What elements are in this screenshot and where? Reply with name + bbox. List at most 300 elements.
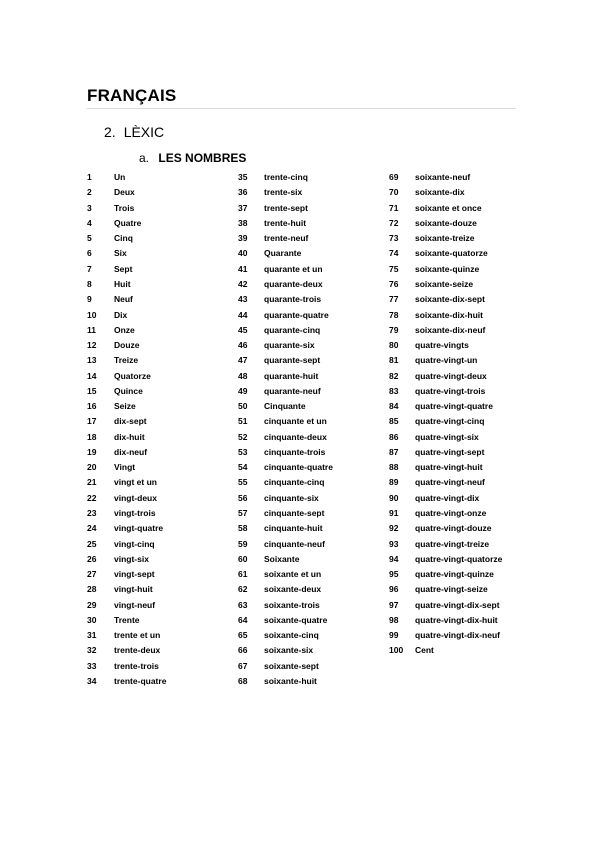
number-word: trente-deux — [114, 645, 161, 656]
number-digit: 94 — [389, 553, 399, 564]
number-digit: 20 — [87, 462, 97, 473]
number-row — [87, 643, 166, 658]
number-word: cinquante-huit — [264, 523, 323, 534]
number-row — [389, 566, 502, 581]
number-digit: 32 — [87, 645, 97, 656]
title-divider — [87, 108, 516, 109]
number-row — [389, 429, 502, 444]
number-row — [87, 246, 166, 261]
number-row — [389, 246, 502, 261]
number-word: soixante-neuf — [415, 172, 471, 183]
number-word: trente-sept — [264, 202, 308, 213]
number-digit: 58 — [238, 523, 248, 534]
number-row — [87, 398, 166, 413]
number-row — [238, 536, 333, 551]
number-digit: 87 — [389, 446, 399, 457]
number-row — [389, 185, 502, 200]
number-digit: 25 — [87, 538, 97, 549]
number-digit: 50 — [238, 401, 248, 412]
page-title: FRANÇAIS — [87, 86, 177, 105]
subsection-letter: a. — [139, 151, 150, 165]
number-row — [238, 292, 333, 307]
number-row — [389, 627, 502, 642]
number-digit: 78 — [389, 309, 399, 320]
number-row — [238, 597, 333, 612]
number-word: soixante-treize — [415, 233, 475, 244]
number-digit: 96 — [389, 584, 399, 595]
number-digit: 66 — [238, 645, 248, 656]
number-row — [389, 215, 502, 230]
number-digit: 31 — [87, 630, 97, 641]
number-word: Trois — [114, 202, 135, 213]
number-row — [389, 612, 502, 627]
number-word: Sept — [114, 263, 133, 274]
number-digit: 76 — [389, 278, 399, 289]
number-row — [87, 276, 166, 291]
number-word: Neuf — [114, 294, 133, 305]
number-row — [389, 307, 502, 322]
number-digit: 26 — [87, 553, 97, 564]
number-word: soixante-dix — [415, 187, 465, 198]
number-word: Treize — [114, 355, 139, 366]
number-row — [389, 398, 502, 413]
number-row — [87, 231, 166, 246]
number-column-1 — [87, 170, 166, 689]
number-row — [87, 353, 166, 368]
number-digit: 49 — [238, 385, 248, 396]
number-digit: 89 — [389, 477, 399, 488]
number-word: vingt-trois — [114, 507, 156, 518]
number-word: trente-six — [264, 187, 303, 198]
number-word: quatre-vingt-seize — [415, 584, 488, 595]
number-row — [238, 521, 333, 536]
number-digit: 47 — [238, 355, 248, 366]
number-digit: 15 — [87, 385, 97, 396]
number-digit: 8 — [87, 278, 92, 289]
number-word: quatre-vingt-neuf — [415, 477, 485, 488]
number-word: soixante-trois — [264, 599, 320, 610]
number-word: vingt-six — [114, 553, 149, 564]
number-digit: 7 — [87, 263, 92, 274]
number-digit: 80 — [389, 340, 399, 351]
number-digit: 23 — [87, 507, 97, 518]
number-row — [389, 475, 502, 490]
number-row — [389, 460, 502, 475]
number-word: soixante-huit — [264, 675, 317, 686]
number-digit: 40 — [238, 248, 248, 259]
number-digit: 19 — [87, 446, 97, 457]
number-row — [389, 551, 502, 566]
number-word: trente-huit — [264, 217, 307, 228]
number-word: quarante-deux — [264, 278, 323, 289]
number-digit: 60 — [238, 553, 248, 564]
number-row — [87, 673, 166, 688]
number-word: Un — [114, 172, 126, 183]
number-digit: 1 — [87, 172, 92, 183]
number-digit: 62 — [238, 584, 248, 595]
number-digit: 12 — [87, 340, 97, 351]
number-row — [238, 566, 333, 581]
number-word: quatre-vingt-douze — [415, 523, 492, 534]
number-word: quatre-vingt-sept — [415, 446, 485, 457]
number-column-2 — [238, 170, 333, 689]
number-row — [238, 505, 333, 520]
number-digit: 46 — [238, 340, 248, 351]
number-word: vingt-deux — [114, 492, 157, 503]
number-row — [238, 215, 333, 230]
number-row — [238, 276, 333, 291]
number-word: trente et un — [114, 630, 161, 641]
number-row — [238, 414, 333, 429]
number-word: soixante-sept — [264, 660, 319, 671]
number-word: Trente — [114, 614, 140, 625]
number-word: quarante-six — [264, 340, 315, 351]
number-digit: 59 — [238, 538, 248, 549]
number-word: Cent — [415, 645, 434, 656]
number-word: cinquante-cinq — [264, 477, 325, 488]
number-digit: 3 — [87, 202, 92, 213]
number-row — [87, 475, 166, 490]
number-word: soixante et un — [264, 569, 322, 580]
number-row — [389, 261, 502, 276]
number-word: cinquante-neuf — [264, 538, 325, 549]
number-word: soixante-deux — [264, 584, 322, 595]
subsection-heading — [139, 151, 246, 165]
number-digit: 77 — [389, 294, 399, 305]
number-word: cinquante-six — [264, 492, 319, 503]
number-digit: 81 — [389, 355, 399, 366]
number-digit: 97 — [389, 599, 399, 610]
number-word: soixante-six — [264, 645, 314, 656]
number-digit: 69 — [389, 172, 399, 183]
number-word: quatre-vingt-cinq — [415, 416, 485, 427]
number-row — [389, 337, 502, 352]
number-digit: 24 — [87, 523, 97, 534]
number-row — [238, 444, 333, 459]
number-row — [238, 551, 333, 566]
number-row — [238, 673, 333, 688]
number-digit: 44 — [238, 309, 248, 320]
number-word: cinquante-trois — [264, 446, 326, 457]
number-digit: 33 — [87, 660, 97, 671]
number-row — [238, 429, 333, 444]
number-digit: 90 — [389, 492, 399, 503]
number-row — [87, 368, 166, 383]
number-row — [238, 582, 333, 597]
number-row — [238, 353, 333, 368]
number-row — [238, 612, 333, 627]
number-digit: 99 — [389, 630, 399, 641]
number-digit: 98 — [389, 614, 399, 625]
number-digit: 4 — [87, 217, 92, 228]
number-word: dix-huit — [114, 431, 145, 442]
number-digit: 64 — [238, 614, 248, 625]
number-word: dix-sept — [114, 416, 147, 427]
number-row — [238, 231, 333, 246]
number-row — [389, 536, 502, 551]
number-digit: 29 — [87, 599, 97, 610]
number-word: Douze — [114, 340, 140, 351]
number-digit: 42 — [238, 278, 248, 289]
number-word: quatre-vingt-onze — [415, 507, 487, 518]
number-word: trente-neuf — [264, 233, 309, 244]
number-row — [87, 490, 166, 505]
number-word: quatre-vingt-deux — [415, 370, 487, 381]
number-row — [87, 612, 166, 627]
number-row — [87, 383, 166, 398]
number-word: quatre-vingt-dix-neuf — [415, 630, 500, 641]
number-word: soixante-cinq — [264, 630, 319, 641]
number-row — [87, 627, 166, 642]
number-word: cinquante-deux — [264, 431, 327, 442]
number-word: trente-trois — [114, 660, 159, 671]
number-digit: 10 — [87, 309, 97, 320]
number-row — [238, 398, 333, 413]
number-row — [87, 566, 166, 581]
number-digit: 93 — [389, 538, 399, 549]
number-word: Quatorze — [114, 370, 151, 381]
number-digit: 2 — [87, 187, 92, 198]
number-word: Soixante — [264, 553, 300, 564]
number-digit: 57 — [238, 507, 248, 518]
number-word: Quarante — [264, 248, 302, 259]
number-digit: 56 — [238, 492, 248, 503]
number-word: vingt-cinq — [114, 538, 155, 549]
number-digit: 75 — [389, 263, 399, 274]
number-row — [87, 322, 166, 337]
number-row — [87, 337, 166, 352]
number-row — [389, 170, 502, 185]
number-row — [238, 368, 333, 383]
number-digit: 79 — [389, 324, 399, 335]
number-row — [87, 521, 166, 536]
number-digit: 9 — [87, 294, 92, 305]
number-row — [238, 658, 333, 673]
number-digit: 16 — [87, 401, 97, 412]
number-digit: 17 — [87, 416, 97, 427]
number-column-3 — [389, 170, 502, 659]
number-word: Onze — [114, 324, 135, 335]
number-word: quatre-vingt-quatre — [415, 401, 493, 412]
number-row — [87, 429, 166, 444]
number-digit: 21 — [87, 477, 97, 488]
number-word: quarante-cinq — [264, 324, 321, 335]
number-row — [238, 261, 333, 276]
number-row — [389, 200, 502, 215]
number-word: Dix — [114, 309, 128, 320]
number-row — [238, 383, 333, 398]
number-row — [389, 582, 502, 597]
number-word: Huit — [114, 278, 131, 289]
number-word: Deux — [114, 187, 135, 198]
number-row — [389, 353, 502, 368]
number-digit: 72 — [389, 217, 399, 228]
number-word: quatre-vingt-dix-sept — [415, 599, 500, 610]
number-digit: 70 — [389, 187, 399, 198]
number-digit: 13 — [87, 355, 97, 366]
number-row — [389, 643, 502, 658]
number-row — [87, 505, 166, 520]
number-row — [87, 582, 166, 597]
number-word: cinquante et un — [264, 416, 327, 427]
number-word: trente-cinq — [264, 172, 308, 183]
number-digit: 6 — [87, 248, 92, 259]
number-row — [87, 658, 166, 673]
number-word: trente-quatre — [114, 675, 167, 686]
number-digit: 61 — [238, 569, 248, 580]
number-digit: 54 — [238, 462, 248, 473]
number-word: quatre-vingt-un — [415, 355, 478, 366]
number-row — [87, 292, 166, 307]
number-word: Quatre — [114, 217, 142, 228]
number-row — [238, 460, 333, 475]
number-digit: 67 — [238, 660, 248, 671]
number-digit: 27 — [87, 569, 97, 580]
number-word: Cinq — [114, 233, 133, 244]
section-heading — [104, 124, 164, 140]
number-digit: 63 — [238, 599, 248, 610]
number-row — [87, 170, 166, 185]
number-word: dix-neuf — [114, 446, 148, 457]
number-word: vingt et un — [114, 477, 157, 488]
number-word: quatre-vingt-trois — [415, 385, 486, 396]
number-row — [87, 551, 166, 566]
number-row — [389, 505, 502, 520]
number-digit: 55 — [238, 477, 248, 488]
number-digit: 71 — [389, 202, 399, 213]
number-row — [389, 368, 502, 383]
number-digit: 92 — [389, 523, 399, 534]
number-row — [87, 460, 166, 475]
number-row — [238, 185, 333, 200]
number-digit: 85 — [389, 416, 399, 427]
number-digit: 83 — [389, 385, 399, 396]
number-row — [389, 444, 502, 459]
number-row — [87, 215, 166, 230]
number-digit: 51 — [238, 416, 248, 427]
number-digit: 22 — [87, 492, 97, 503]
number-word: soixante-quatorze — [415, 248, 488, 259]
number-digit: 5 — [87, 233, 92, 244]
number-word: vingt-quatre — [114, 523, 164, 534]
number-digit: 86 — [389, 431, 399, 442]
number-row — [238, 170, 333, 185]
number-digit: 68 — [238, 675, 248, 686]
number-word: Cinquante — [264, 401, 306, 412]
number-word: quatre-vingt-quinze — [415, 569, 494, 580]
number-digit: 34 — [87, 675, 97, 686]
number-word: cinquante-quatre — [264, 462, 333, 473]
number-digit: 35 — [238, 172, 248, 183]
number-digit: 95 — [389, 569, 399, 580]
number-row — [389, 597, 502, 612]
section-number: 2. — [104, 124, 116, 140]
number-word: quatre-vingt-dix-huit — [415, 614, 498, 625]
number-word: Seize — [114, 401, 136, 412]
number-word: vingt-huit — [114, 584, 153, 595]
number-digit: 36 — [238, 187, 248, 198]
number-digit: 74 — [389, 248, 399, 259]
number-word: quarante-huit — [264, 370, 319, 381]
number-row — [87, 414, 166, 429]
number-row — [389, 322, 502, 337]
number-word: quarante-quatre — [264, 309, 329, 320]
number-word: quatre-vingts — [415, 340, 469, 351]
number-word: soixante-douze — [415, 217, 477, 228]
number-digit: 88 — [389, 462, 399, 473]
number-row — [87, 185, 166, 200]
number-word: quatre-vingt-treize — [415, 538, 490, 549]
number-row — [238, 322, 333, 337]
number-row — [87, 597, 166, 612]
number-digit: 18 — [87, 431, 97, 442]
number-word: soixante-seize — [415, 278, 474, 289]
number-word: Vingt — [114, 462, 136, 473]
number-word: vingt-sept — [114, 569, 155, 580]
number-digit: 52 — [238, 431, 248, 442]
number-word: cinquante-sept — [264, 507, 325, 518]
number-digit: 73 — [389, 233, 399, 244]
number-row — [87, 536, 166, 551]
number-digit: 43 — [238, 294, 248, 305]
number-digit: 82 — [389, 370, 399, 381]
number-row — [238, 200, 333, 215]
number-row — [389, 276, 502, 291]
number-row — [238, 627, 333, 642]
number-digit: 37 — [238, 202, 248, 213]
number-row — [87, 444, 166, 459]
number-digit: 30 — [87, 614, 97, 625]
number-word: quarante-trois — [264, 294, 322, 305]
number-word: quarante-neuf — [264, 385, 321, 396]
number-row — [87, 307, 166, 322]
section-label: LÈXIC — [123, 124, 165, 140]
number-digit: 39 — [238, 233, 248, 244]
number-word: soixante-quatre — [264, 614, 328, 625]
number-row — [87, 200, 166, 215]
number-word: quarante et un — [264, 263, 323, 274]
number-row — [238, 307, 333, 322]
number-digit: 100 — [389, 645, 404, 656]
number-word: quatre-vingt-dix — [415, 492, 480, 503]
number-row — [238, 475, 333, 490]
number-row — [389, 383, 502, 398]
number-digit: 41 — [238, 263, 248, 274]
number-row — [389, 521, 502, 536]
number-word: soixante-dix-neuf — [415, 324, 486, 335]
number-digit: 14 — [87, 370, 97, 381]
number-word: quatre-vingt-quatorze — [415, 553, 503, 564]
number-word: Quince — [114, 385, 143, 396]
number-word: Six — [114, 248, 127, 259]
number-row — [238, 337, 333, 352]
number-word: vingt-neuf — [114, 599, 156, 610]
number-word: quatre-vingt-six — [415, 431, 479, 442]
number-digit: 38 — [238, 217, 248, 228]
number-word: quarante-sept — [264, 355, 321, 366]
number-digit: 28 — [87, 584, 97, 595]
number-digit: 53 — [238, 446, 248, 457]
number-digit: 84 — [389, 401, 399, 412]
number-digit: 65 — [238, 630, 248, 641]
number-digit: 45 — [238, 324, 248, 335]
number-row — [389, 292, 502, 307]
number-row — [389, 414, 502, 429]
subsection-label: LES NOMBRES — [158, 151, 247, 165]
number-digit: 91 — [389, 507, 399, 518]
number-word: soixante-dix-huit — [415, 309, 484, 320]
number-row — [389, 231, 502, 246]
